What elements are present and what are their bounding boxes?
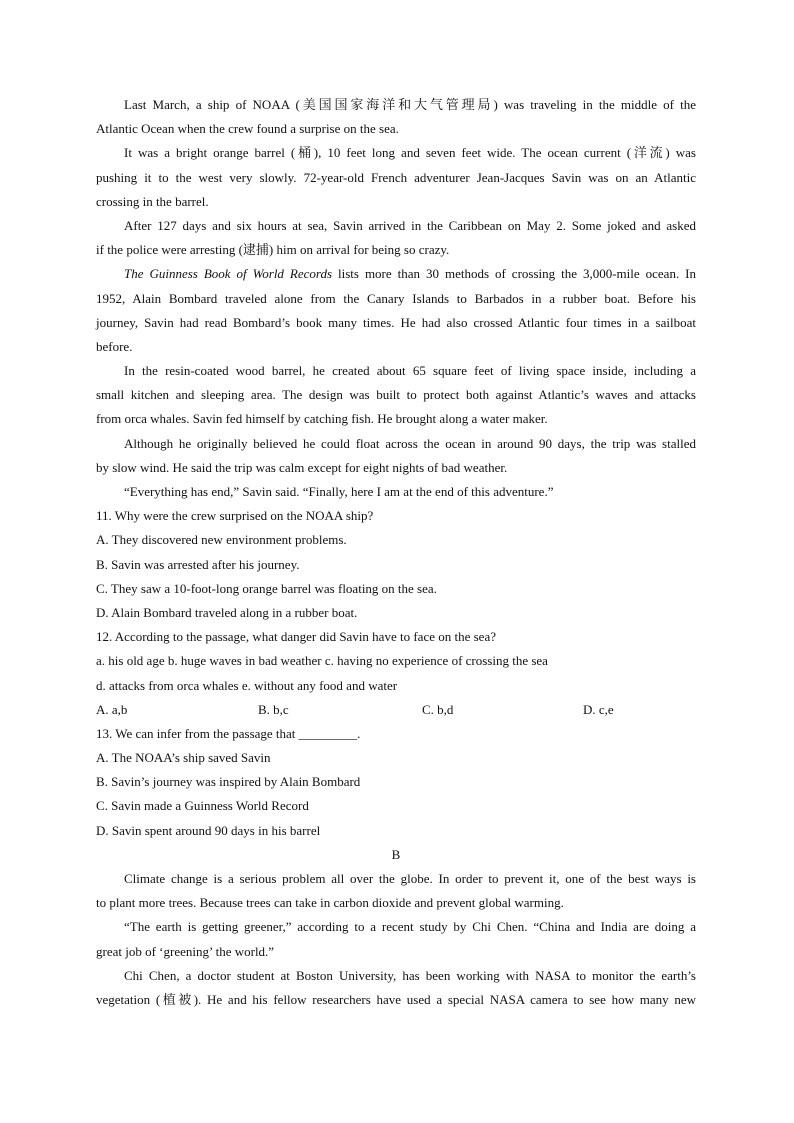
section-b-heading: B	[391, 846, 401, 862]
document-page	[96, 93, 696, 1012]
question-13-option-d: D. Savin spent around 90 days in his barrel	[96, 822, 321, 838]
section-b-p3-line2: vegetation (植被). He and his fellow researchers have used a special NASA camera to see how many new	[96, 991, 696, 1007]
question-13-option-a: A. The NOAA’s ship saved Savin	[96, 750, 271, 766]
passage-a-p6-line2: by slow wind. He said the trip was calm except for eight nights of bad weather.	[96, 459, 508, 475]
question-13-option-c: C. Savin made a Guinness World Record	[96, 798, 309, 814]
section-b-p1-line1: Climate change is a serious problem all over the globe. In order to prevent it, one of the best ways is	[124, 871, 696, 886]
question-12-option-b: B. b,c	[258, 701, 289, 717]
question-12-option-d: D. c,e	[583, 701, 614, 717]
question-11-stem: 11. Why were the crew surprised on the NOAA ship?	[96, 508, 374, 524]
book-title: The Guinness Book of World Records	[124, 266, 333, 282]
section-b-p2-line1: “The earth is getting greener,” according to a recent study by Chi Chen. “China and India are doing a	[124, 919, 696, 935]
question-12-option-a: A. a,b	[96, 701, 128, 717]
passage-a-p7-line1: “Everything has end,” Savin said. “Finally, here I am at the end of this adventure.”	[124, 484, 554, 499]
question-11-option-c: C. They saw a 10-foot-long orange barrel was floating on the sea.	[96, 580, 437, 596]
question-11-option-d: D. Alain Bombard traveled along in a rubber boat.	[96, 604, 358, 620]
section-b-p2-line2: great job of ‘greening’ the world.”	[96, 943, 275, 959]
question-12-items-1: a. his old age b. huge waves in bad weather c. having no experience of crossing the sea	[96, 653, 548, 669]
passage-a-p4-line1	[96, 262, 696, 286]
passage-a-p3-line2: if the police were arresting (逮捕) him on arrival for being so crazy.	[96, 242, 450, 258]
passage-a-p5-line1: In the resin-coated wood barrel, he created about 65 square feet of living space inside, including a	[124, 363, 696, 379]
question-13-stem: 13. We can infer from the passage that _________.	[96, 725, 361, 741]
question-13-option-b: B. Savin’s journey was inspired by Alain Bombard	[96, 774, 361, 790]
section-b-p3-line1: Chi Chen, a doctor student at Boston University, has been working with NASA to monitor the earth’s	[124, 967, 696, 983]
passage-a-p2-line1: It was a bright orange barrel (桶), 10 feet long and seven feet wide. The ocean current (洋流) was	[124, 145, 696, 161]
passage-a-p5-line2: small kitchen and sleeping area. The design was built to protect both against Atlantic’s waves and attacks	[96, 387, 696, 403]
passage-a-p4-line2: 1952, Alain Bombard traveled alone from the Canary Islands to Barbados in a rubber boat. Before his	[96, 290, 696, 306]
passage-a-p2-line3: crossing in the barrel.	[96, 193, 209, 209]
question-12-items-2: d. attacks from orca whales e. without any food and water	[96, 677, 398, 693]
passage-a-p4-line1-rest: lists more than 30 methods of crossing the 3,000-mile ocean. In	[332, 266, 696, 282]
passage-a-p1-line2: Atlantic Ocean when the crew found a surprise on the sea.	[96, 121, 399, 137]
section-b-p1-line2: to plant more trees. Because trees can take in carbon dioxide and prevent global warming.	[96, 895, 564, 911]
passage-a-p4-line4: before.	[96, 338, 133, 354]
passage-a-p1-line1: Last March, a ship of NOAA (美国国家海洋和大气管理局) was traveling in the middle of the	[124, 97, 696, 112]
question-12-stem: 12. According to the passage, what danger did Savin have to face on the sea?	[96, 629, 496, 645]
question-12-option-c: C. b,d	[422, 701, 454, 717]
question-11-option-b: B. Savin was arrested after his journey.	[96, 556, 300, 572]
passage-a-p5-line3: from orca whales. Savin fed himself by catching fish. He brought along a water maker.	[96, 411, 548, 427]
question-11-option-a: A. They discovered new environment problems.	[96, 532, 347, 548]
passage-a-p4-line3: journey, Savin had read Bombard’s book many times. He had also crossed Atlantic four times in a sailboat	[96, 314, 696, 330]
passage-a-p2-line2: pushing it to the west very slowly. 72-year-old French adventurer Jean-Jacques Savin was on an Atlantic	[96, 169, 696, 185]
passage-a-p6-line1: Although he originally believed he could float across the ocean in around 90 days, the trip was stalled	[124, 435, 696, 451]
question-12-options	[96, 698, 696, 722]
passage-a-p3-line1: After 127 days and six hours at sea, Savin arrived in the Caribbean on May 2. Some joked and asked	[124, 217, 696, 233]
